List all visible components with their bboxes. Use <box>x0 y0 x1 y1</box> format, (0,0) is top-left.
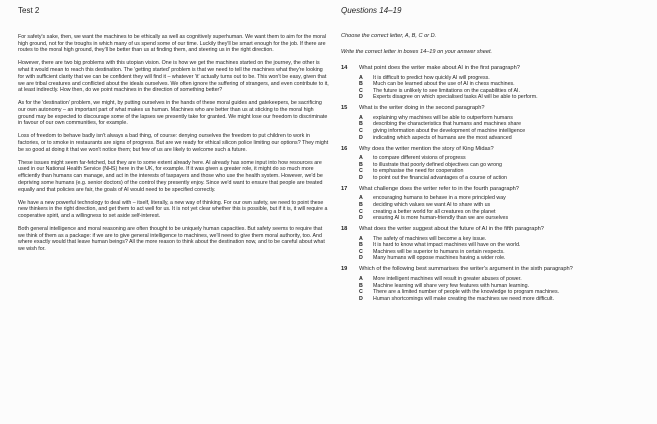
option-letter: C <box>359 168 363 175</box>
option-text: describing the characteristics that humans and machines share <box>373 121 522 128</box>
option-letter: A <box>359 74 363 81</box>
question-text: What point does the writer make about AI in the first paragraph? <box>359 65 520 71</box>
option-text: It is difficult to predict how quickly AI will progress. <box>373 74 490 81</box>
option-letter: A <box>359 235 363 242</box>
question-text: What is the writer doing in the second paragraph? <box>359 105 485 112</box>
option-letter: D <box>359 255 363 262</box>
question-stem <box>341 186 647 193</box>
passage-paragraph-2: However, there are two big problems with this utopian vision. One is how we get the machines started on the journey, the other is what it would mean to reach this destination. The 'getting started' problem is that we need to tell the machines what they're looking for with sufficient clarity that we can be confident they will find it – whatever 'it' actually turns out to be. This won't be easy, given that we are tribal creatures and conflicted about the ideals ourselves. We often ignore the suffering of strangers, and even contribute to it, at least indirectly. How then, do we point machines in the direction of something better? <box>18 60 329 94</box>
answer-option <box>341 75 647 82</box>
answer-option <box>341 168 647 175</box>
answer-option <box>341 289 647 296</box>
question-number: 17 <box>341 185 348 192</box>
passage-column <box>18 6 330 259</box>
option-text: Experts disagree on which specialised tasks AI will be able to perform. <box>373 94 538 101</box>
option-letter: B <box>359 282 363 289</box>
option-letter: D <box>359 295 363 302</box>
answer-option <box>341 94 647 101</box>
answer-option <box>341 215 647 222</box>
question-text: What does the writer suggest about the future of AI in the fifth paragraph? <box>359 226 544 233</box>
question-number: 18 <box>341 226 348 233</box>
passage-paragraph-4: Loss of freedom to behave badly isn't always a bad thing, of course: denying ourselves the freedom to put children to work in factories, or to smoke in restaurants are signs of progress. But are we ready for ethical silicon police limiting our options? They might be so good at doing it that we won't notice them; but few of us are likely to welcome such a future. <box>18 133 329 153</box>
question-list <box>341 65 647 302</box>
option-text: encouraging humans to behave in a more principled way <box>373 195 506 202</box>
answer-option <box>341 236 647 243</box>
passage-paragraph-6: We have a new powerful technology to deal with – itself, literally, a new way of thinking. For our own safety, we need to point these new thinkers in the right direction, and get them to act well for us. It is not yet clear whether this is possible, but if it is, it will require a cooperative spirit, and a willingness to set aside self-interest. <box>18 199 328 219</box>
question-19 <box>341 266 647 302</box>
passage-paragraph-1: For safety's sake, then, we want the machines to be ethically as well as cognitively superhuman. We want them to aim for the moral high ground, not for the troughs in which many of us spend some of our time. Luckily they'll be smart enough for the job. If there are routes to the moral high ground, they'll be better than us at finding them, and steering us in the right direction. <box>18 34 326 54</box>
option-text: deciding which values we want AI to share with us <box>373 201 491 208</box>
option-text: creating a better world for all creatures on the planet <box>373 208 496 215</box>
option-letter: B <box>359 201 363 208</box>
question-18 <box>341 226 647 262</box>
option-text: Human shortcomings will make creating the machines we need more difficult. <box>373 295 554 302</box>
option-letter: B <box>359 121 363 128</box>
question-stem <box>341 105 647 112</box>
question-text: Why does the writer mention the story of King Midas? <box>359 145 494 152</box>
option-letter: C <box>359 87 363 94</box>
option-text: The future is unlikely to see limitations on the capabilities of AI. <box>373 87 520 94</box>
question-number: 14 <box>341 65 348 71</box>
option-text: Machine learning will share very few features with human learning. <box>373 282 530 289</box>
answer-option <box>341 81 647 88</box>
question-stem <box>341 266 647 273</box>
question-stem <box>341 65 647 72</box>
answer-option <box>341 88 647 95</box>
option-text: The safety of machines will become a key issue. <box>373 235 487 242</box>
option-text: Many humans will oppose machines having a wider role. <box>373 255 506 262</box>
question-17 <box>341 186 647 222</box>
instruction-write: Write the correct letter in boxes 14–19 on your answer sheet. <box>341 49 493 55</box>
answer-option <box>341 115 647 122</box>
option-letter: D <box>359 215 363 222</box>
answer-option <box>341 242 647 249</box>
option-text: giving information about the development of machine intelligence <box>373 128 526 135</box>
option-letter: C <box>359 289 363 296</box>
answer-option <box>341 195 647 202</box>
option-text: ensuring AI is more human-friendly than we are ourselves <box>373 215 509 222</box>
passage-paragraph-7: Both general intelligence and moral reasoning are often thought to be uniquely human capacities. But safety seems to require that we think of them as a package: if we are to give general intelligence to machines, we'll need to give them moral authority, too. And where exactly would that leave human beings? All the more reason to think about the destination now, and to be careful about what we wish for. <box>18 225 325 253</box>
option-text: to emphasise the need for cooperation <box>373 168 464 175</box>
questions-column <box>341 6 647 307</box>
answer-option <box>341 283 647 290</box>
answer-option <box>341 135 647 142</box>
option-letter: B <box>359 161 363 168</box>
option-text: There are a limited number of people with the knowledge to program machines. <box>373 289 560 296</box>
answer-option <box>341 162 647 169</box>
answer-option <box>341 249 647 256</box>
question-text: What challenge does the writer refer to in the fourth paragraph? <box>359 185 519 192</box>
option-text: to illustrate that poorly defined objectives can go wrong <box>373 161 502 168</box>
passage-paragraph-5: These issues might seem far-fetched, but they are to some extent already here. AI already has some input into how resources are used in our National Health Service (NHS) here in the UK, for example. If it was given a greater role, it might do so much more efficiently than humans can manage, and act in the interests of taxpayers and those who use the health system. However, we'd be depriving some humans (e.g. senior doctors) of the control they presently enjoy. Since we'd want to ensure that people are treated equally and that policies are fair, the goals of AI would need to be specified correctly. <box>18 159 323 193</box>
question-16 <box>341 146 647 182</box>
option-letter: A <box>359 195 363 202</box>
question-stem <box>341 226 647 233</box>
question-number: 15 <box>341 105 348 112</box>
question-15 <box>341 105 647 141</box>
question-14 <box>341 65 647 101</box>
option-letter: C <box>359 248 363 255</box>
option-letter: C <box>359 128 363 135</box>
answer-option <box>341 296 647 303</box>
option-text: More intelligent machines will result in greater abuses of power. <box>373 275 522 282</box>
answer-option <box>341 276 647 283</box>
option-text: indicating which aspects of humans are the most advanced <box>373 134 512 141</box>
option-letter: B <box>359 81 363 88</box>
test-label: Test 2 <box>18 6 40 15</box>
question-number: 16 <box>341 145 348 152</box>
option-text: explaining why machines will be able to outperform humans <box>373 114 513 121</box>
answer-option <box>341 121 647 128</box>
option-letter: A <box>359 275 363 282</box>
option-text: to point out the financial advantages of a course of action <box>373 174 507 181</box>
answer-option <box>341 209 647 216</box>
answer-option <box>341 155 647 162</box>
option-text: to compare different visions of progress <box>373 155 466 162</box>
option-letter: D <box>359 174 363 181</box>
question-number: 19 <box>341 266 348 273</box>
option-text: It is hard to know what impact machines will have on the world. <box>373 242 521 249</box>
option-letter: D <box>359 94 363 101</box>
option-letter: B <box>359 242 363 249</box>
questions-heading: Questions 14–19 <box>341 6 402 15</box>
instruction-choose: Choose the correct letter, A, B, C or D. <box>341 33 437 39</box>
option-letter: D <box>359 134 363 141</box>
question-stem <box>341 146 647 153</box>
option-text: Much can be learned about the use of AI in chess machines. <box>373 81 515 88</box>
question-text: Which of the following best summarises the writer's argument in the sixth paragraph? <box>359 266 573 273</box>
passage-paragraph-3: As for the 'destination' problem, we might, by putting ourselves in the hands of these moral guides and gatekeepers, be sacrificing our own autonomy – an important part of what makes us human. Machines who are better than us at sticking to the moral high ground may be expected to discourage some of the lapses we presently take for granted. We might lose our freedom to discriminate in favour of our own communities, for example. <box>18 100 328 127</box>
option-letter: A <box>359 114 363 121</box>
answer-option <box>341 175 647 182</box>
answer-option <box>341 128 647 135</box>
option-letter: A <box>359 155 363 162</box>
answer-option <box>341 255 647 262</box>
option-letter: C <box>359 208 363 215</box>
option-text: Machines will be superior to humans in certain respects. <box>373 248 505 255</box>
answer-option <box>341 202 647 209</box>
